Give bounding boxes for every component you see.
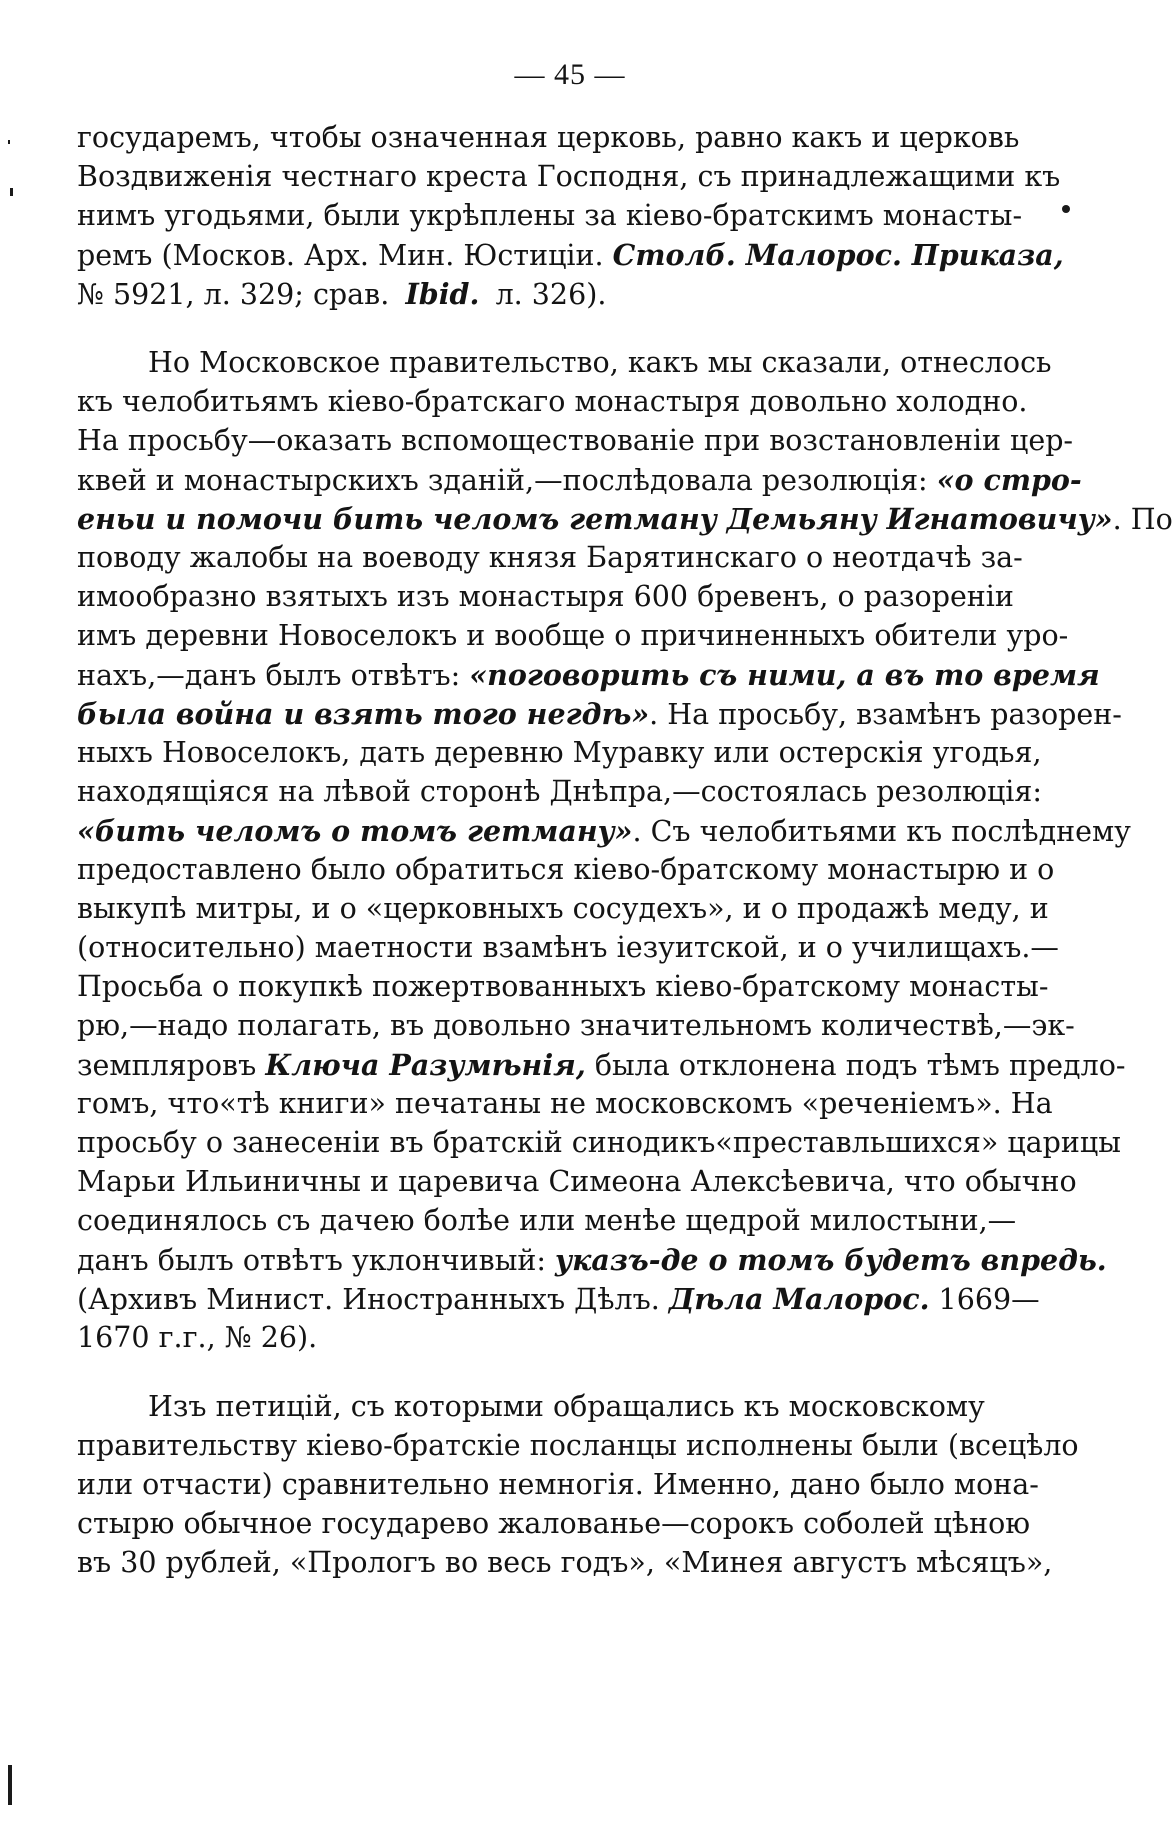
text-line: имъ деревни Новоселокъ и вообще о причиненныхъ обители уро- <box>77 619 1069 652</box>
text-line: На просьбу—оказать вспомоществованіе при возстановленіи цер- <box>77 424 1074 457</box>
italic-quote: еньи и помочи бить челомъ гетману Демьяну Игнатовичу» <box>77 502 1113 536</box>
text-line: данъ былъ отвѣтъ уклончивый: указъ-де о томъ будетъ впредь. <box>77 1243 1107 1277</box>
italic-quote: «поговорить съ ними, а въ то время <box>469 658 1100 692</box>
text-line: имообразно взятыхъ изъ монастыря 600 бревенъ, о разореніи <box>77 580 1014 613</box>
italic-citation: Дѣла Малорос. <box>668 1282 930 1316</box>
text-line: въ 30 рублей, «Прологъ во весь годъ», «Минея августъ мѣсяцъ», <box>77 1546 1053 1579</box>
text-line: гомъ, что«тѣ книги» печатаны не московскомъ «реченіемъ». На <box>77 1087 1053 1120</box>
italic-quote: «о стро- <box>936 463 1082 497</box>
italic-quote: была война и взять того негдѣ» <box>77 697 650 731</box>
text-line: предоставлено было обратиться кіево-братскому монастырю и о <box>77 853 1055 886</box>
text-line: выкупѣ митры, и о «церковныхъ сосудехъ», и о продажѣ меду, и <box>77 892 1049 925</box>
scan-speck <box>10 188 13 196</box>
text-line: правительству кіево-братскіе посланцы исполнены были (всецѣло <box>77 1429 1079 1462</box>
text-line: Марьи Ильиничны и царевича Симеона Алексѣевича, что обычно <box>77 1165 1077 1198</box>
text-line: ныхъ Новоселокъ, дать деревню Муравку или остерскія угодья, <box>77 736 1042 769</box>
text-line: земпляровъ Ключа Разумѣнія, была отклонена подъ тѣмъ предло- <box>77 1048 1126 1082</box>
text-line: Воздвиженія честнаго креста Господня, съ принадлежащими къ <box>77 160 1061 193</box>
text-line: еньи и помочи бить челомъ гетману Демьяну Игнатовичу». По <box>77 502 1173 536</box>
text-line: 1670 г.г., № 26). <box>77 1321 318 1354</box>
text-line: соединялось съ дачею болѣе или менѣе щедрой милостыни,— <box>77 1204 1017 1237</box>
text-line: находящіяся на лѣвой сторонѣ Днѣпра,—состоялась резолюція: <box>77 775 1042 808</box>
text-line: рю,—надо полагать, въ довольно значительномъ количествѣ,—эк- <box>77 1009 1075 1042</box>
scan-speck <box>8 140 10 144</box>
text-line: или отчасти) сравнительно немногія. Именно, дано было мона- <box>77 1468 1039 1501</box>
text-line: (относительно) маетности взамѣнъ іезуитской, и о училищахъ.— <box>77 931 1059 964</box>
text-line: «бить челомъ о томъ гетману». Съ челобитьями къ послѣднему <box>77 814 1131 848</box>
text-line: нахъ,—данъ былъ отвѣтъ: «поговорить съ ними, а въ то время <box>77 658 1100 692</box>
scan-edge <box>8 1765 12 1805</box>
text-line: квей и монастырскихъ зданій,—послѣдовала резолюція: «о стро- <box>77 463 1082 497</box>
text-line: № 5921, л. 329; срав. Ibid. л. 326). <box>77 277 607 311</box>
text-line: была война и взять того негдѣ». На просьбу, взамѣнъ разорен- <box>77 697 1122 731</box>
text-line: (Архивъ Минист. Иностранныхъ Дѣлъ. Дѣла Малорос. 1669— <box>77 1282 1040 1316</box>
text-line: Изъ петицій, съ которыми обращались къ московскому <box>148 1390 985 1423</box>
italic-title: Ключа Разумѣнія, <box>265 1048 586 1082</box>
scan-speck <box>1062 205 1070 213</box>
italic-quote: указъ-де о томъ будетъ впредь. <box>555 1243 1107 1277</box>
text-line: государемъ, чтобы означенная церковь, равно какъ и церковь <box>77 121 1020 154</box>
text-line: нимъ угодьями, были укрѣплены за кіево-братскимъ монасты- <box>77 199 1023 232</box>
italic-citation: Ibid. <box>405 277 480 311</box>
text-line: Просьба о покупкѣ пожертвованныхъ кіево-братскому монасты- <box>77 970 1049 1003</box>
italic-quote: «бить челомъ о томъ гетману» <box>77 814 633 848</box>
page-number: — 45 — <box>514 58 626 91</box>
text-line: къ челобитьямъ кіево-братскаго монастыря довольно холодно. <box>77 385 1028 418</box>
text-line: ремъ (Москов. Арх. Мин. Юстиціи. Столб. Малорос. Приказа, <box>77 238 1064 272</box>
text-line: стырю обычное государево жалованье—сорокъ соболей цѣною <box>77 1507 1031 1540</box>
text-line: Но Московское правительство, какъ мы сказали, отнеслось <box>148 346 1052 379</box>
italic-citation: Столб. Малорос. Приказа, <box>612 238 1064 272</box>
text-line: просьбу о занесеніи въ братскій синодикъ«преставльшихся» царицы <box>77 1126 1121 1159</box>
text-line: поводу жалобы на воеводу князя Барятинскаго о неотдачѣ за- <box>77 541 1023 574</box>
